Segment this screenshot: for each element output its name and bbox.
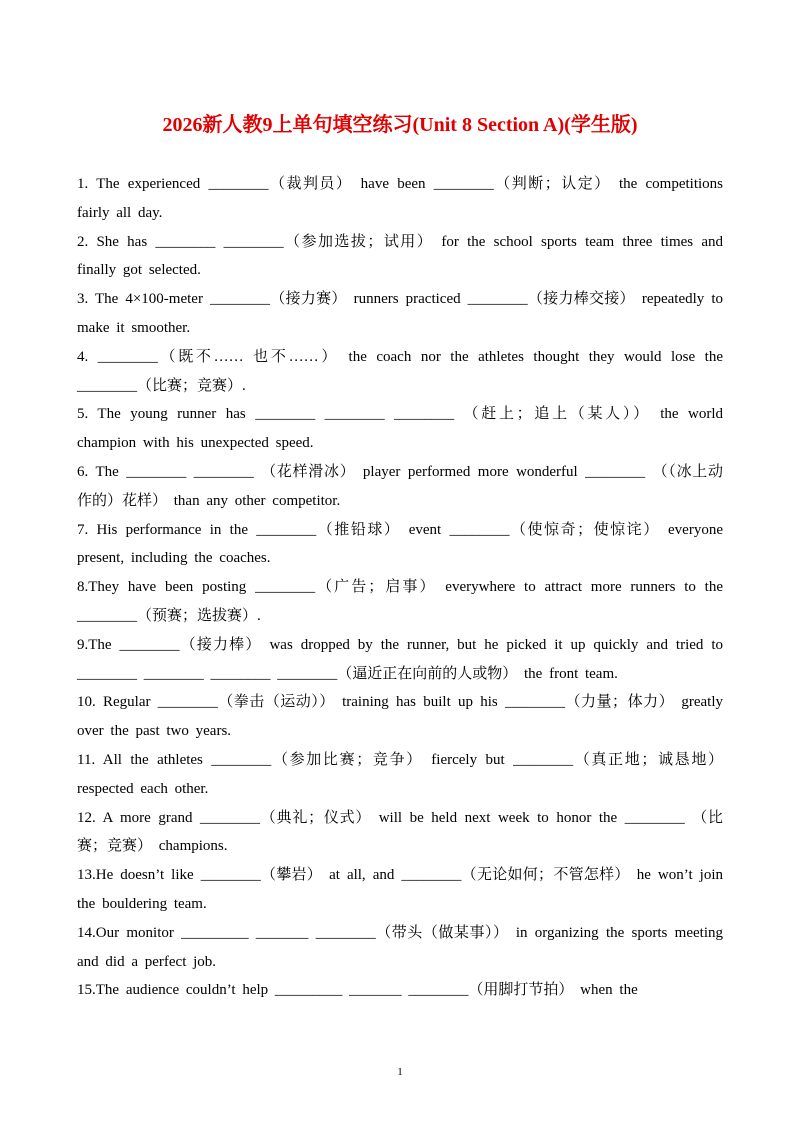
exercise-item-13: 13.He doesn’t like ________（攀岩） at all, and ________（无论如何；不管怎样） he won’t join the bouldering team. (77, 867, 723, 912)
exercise-list (77, 170, 723, 1005)
exercise-item-14: 14.Our monitor _________ _______ ________（带头（做某事）） in organizing the sports meeting and did a perfect job. (77, 924, 723, 970)
exercise-item-2: 2. She has ________ ________（参加选拔；试用） for the school sports team three times and finally got selected. (77, 233, 723, 279)
exercise-item-10: 10. Regular ________（拳击（运动）） training has built up his ________（力量；体力） greatly over the past two years. (77, 694, 723, 740)
exercise-item-15: 15.The audience couldn’t help _________ _______ ________（用脚打节拍） when the (77, 982, 638, 999)
exercise-item-11: 11. All the athletes ________（参加比赛；竞争） fiercely but ________（真正地；诚恳地） respected each other. (77, 751, 723, 797)
exercise-item-8: 8.They have been posting ________（广告；启事） everywhere to attract more runners to the ________（预赛；选拔赛）. (77, 579, 723, 624)
exercise-item-3: 3. The 4×100-meter ________（接力赛） runners practiced ________（接力棒交接） repeatedly to make it smoother. (77, 291, 723, 336)
page-title: 2026新人教9上单句填空练习(Unit 8 Section A)(学生版) (162, 114, 638, 136)
exercise-item-6: 6. The ________ ________ （花样滑冰） player performed more wonderful ________ （（冰上动作的）花样） than any other competitor. (77, 463, 723, 509)
exercise-item-7: 7. His performance in the ________（推铅球） event ________（使惊奇；使惊诧） everyone present, including the coaches. (77, 521, 723, 567)
exercise-item-5: 5. The young runner has ________ ________ ________ （赶上；追上（某人）） the world champion with his unexpected speed. (77, 406, 723, 452)
exercise-item-12: 12. A more grand ________（典礼；仪式） will be held next week to honor the ________ （比赛；竞赛） champions. (77, 809, 723, 855)
exercise-item-4: 4. ________（既不…… 也不……） the coach nor the athletes thought they would lose the ________（比赛；竞赛）. (77, 348, 723, 394)
exercise-item-9: 9.The ________（接力棒） was dropped by the runner, but he picked it up quickly and tried to ________ ________ ________ ________（逼近正在向前的人或物） the front team. (77, 636, 723, 682)
page-number: 1 (397, 1066, 403, 1078)
exercise-item-1: 1. The experienced ________（裁判员） have been ________（判断；认定） the competitions fairly all day. (77, 176, 723, 221)
